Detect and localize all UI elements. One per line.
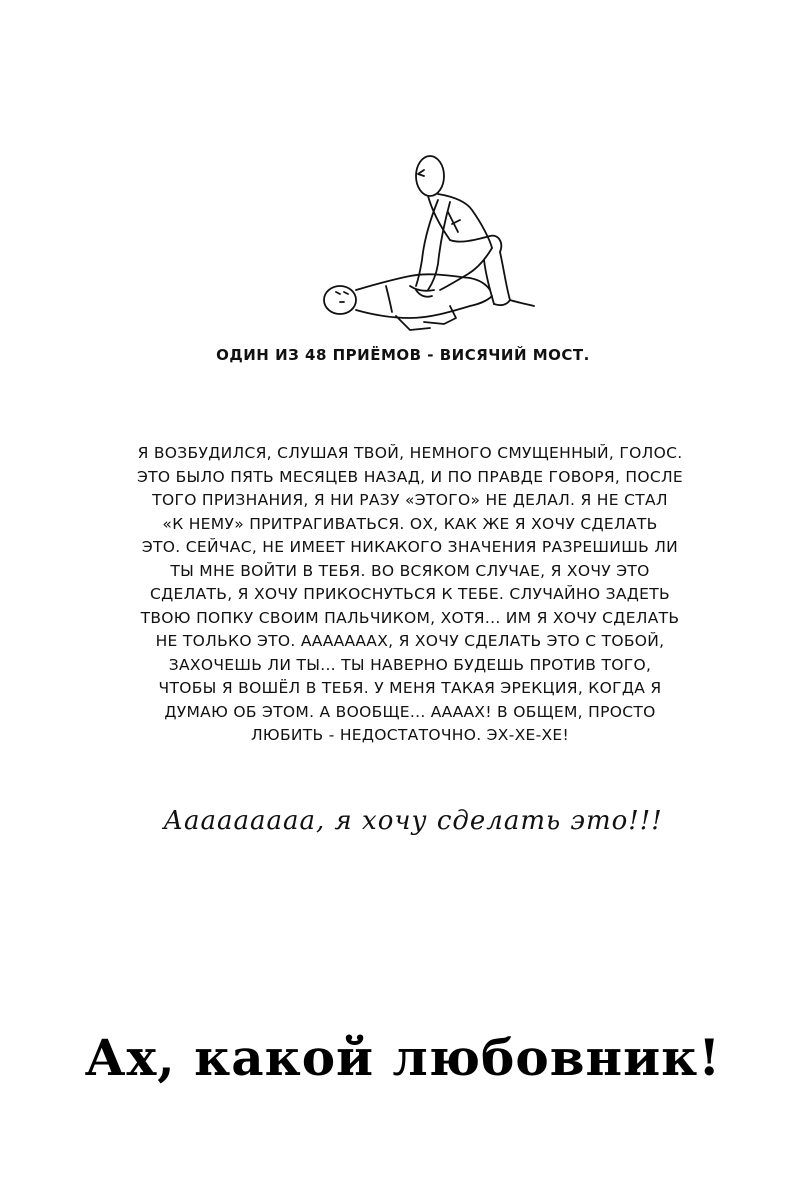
body-line: Я ВОЗБУДИЛСЯ, СЛУШАЯ ТВОЙ, НЕМНОГО СМУЩЕННЫЙ, ГОЛОС. (137, 444, 683, 462)
body-line: ТВОЮ ПОПКУ СВОИМ ПАЛЬЧИКОМ, ХОТЯ... ИМ Я ХОЧУ СДЕЛАТЬ (140, 608, 680, 627)
body-line: ЛЮБИТЬ - НЕДОСТАТОЧНО. ЭХ-ХЕ-ХЕ! (250, 726, 570, 744)
body-line: НЕ ТОЛЬКО ЭТО. АААААААХ, Я ХОЧУ СДЕЛАТЬ ЭТО С ТОБОЙ, (155, 632, 665, 650)
body-line: ТЫ МНЕ ВОЙТИ В ТЕБЯ. ВО ВСЯКОМ СЛУЧАЕ, Я ХОЧУ ЭТО (170, 561, 650, 580)
body-line: ЭТО. СЕЙЧАС, НЕ ИМЕЕТ НИКАКОГО ЗНАЧЕНИЯ РАЗРЕШИШЬ ЛИ (141, 538, 679, 556)
body-line: ЭТО БЫЛО ПЯТЬ МЕСЯЦЕВ НАЗАД, И ПО ПРАВДЕ ГОВОРЯ, ПОСЛЕ (136, 467, 684, 486)
body-text (120, 442, 700, 748)
illustration-caption: ОДИН ИЗ 48 ПРИЁМОВ - ВИСЯЧИЙ МОСТ. (216, 346, 590, 364)
handwritten-exclamation: Ааааааааа, я хочу сделать это!!! (163, 806, 663, 836)
body-line: ДУМАЮ ОБ ЭТОМ. А ВООБЩЕ... ААААХ! В ОБЩЕМ, ПРОСТО (164, 702, 656, 721)
body-line: «К НЕМУ» ПРИТРАГИВАТЬСЯ. ОХ, КАК ЖЕ Я ХОЧУ СДЕЛАТЬ (162, 514, 658, 533)
wrestling-figures-illustration (300, 140, 550, 340)
body-line: ЧТОБЫ Я ВОШЁЛ В ТЕБЯ. У МЕНЯ ТАКАЯ ЭРЕКЦИЯ, КОГДА Я (158, 679, 662, 697)
page-title: Ах, какой любовник! (84, 1028, 722, 1087)
body-line: СДЕЛАТЬ, Я ХОЧУ ПРИКОСНУТЬСЯ К ТЕБЕ. СЛУЧАЙНО ЗАДЕТЬ (150, 585, 670, 603)
body-line: ЗАХОЧЕШЬ ЛИ ТЫ... ТЫ НАВЕРНО БУДЕШЬ ПРОТИВ ТОГО, (168, 655, 652, 674)
body-line: ТОГО ПРИЗНАНИЯ, Я НИ РАЗУ «ЭТОГО» НЕ ДЕЛАЛ. Я НЕ СТАЛ (152, 491, 668, 509)
